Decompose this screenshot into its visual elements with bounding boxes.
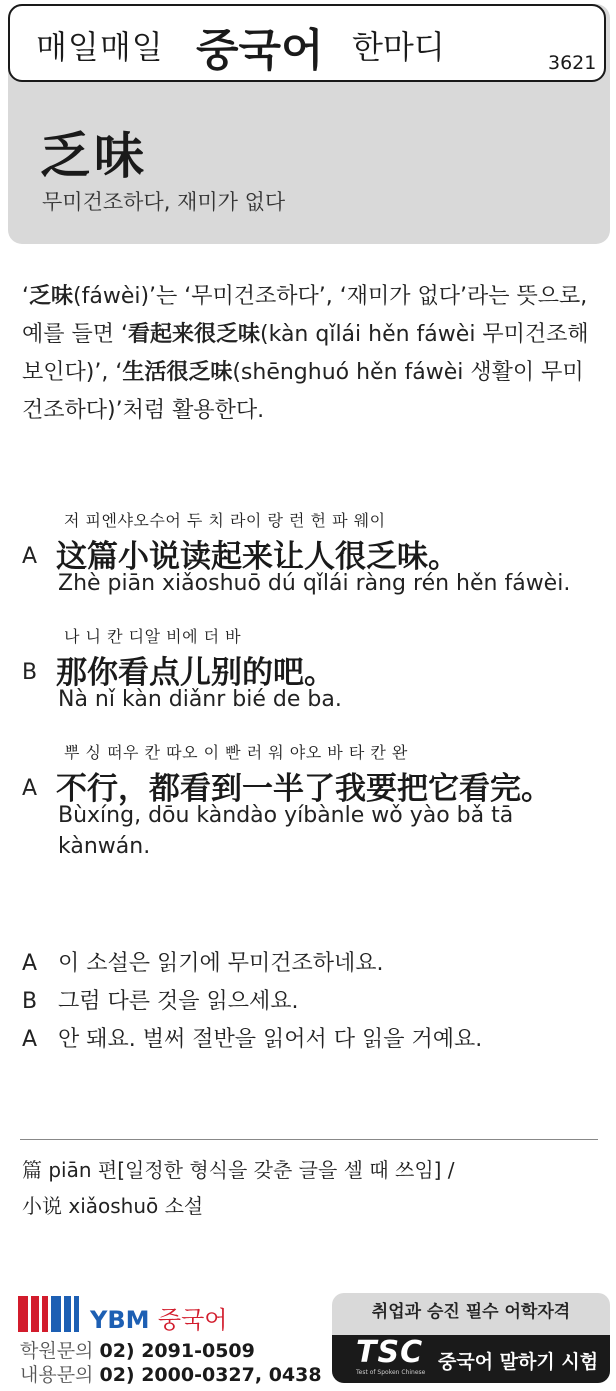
contact-label: 학원문의 <box>20 1340 94 1362</box>
pronunciation-guide: 저 피엔샤오수어 두 치 라이 랑 런 헌 파 웨이 <box>64 511 386 530</box>
series-main: 중국어 <box>196 25 324 76</box>
explanation-chinese: 生活很乏味 <box>122 360 233 385</box>
speaker-label: A <box>22 544 38 569</box>
explanation-text: (kàn qǐlái hěn fáwèi 무미건조해 보인다)’, ‘ <box>22 322 589 385</box>
ybm-brand <box>90 1300 227 1335</box>
speaker-label: A <box>22 776 38 801</box>
contact-row <box>20 1336 255 1363</box>
hanzi-keyword: 乏味 <box>366 539 428 575</box>
ybm-brand-en: YBM <box>90 1306 150 1334</box>
translation-speaker: A <box>22 1027 38 1052</box>
speaker-label: B <box>22 660 38 685</box>
contact-number: 02) 2000-0327, 0438 <box>99 1364 322 1386</box>
translation-text: 그럼 다른 것을 읽으세요. <box>58 989 299 1014</box>
translation-speaker: A <box>22 951 38 976</box>
dialogue-hanzi: 那你看点儿别的吧。 <box>56 655 335 691</box>
explanation-text: ‘ <box>22 284 29 309</box>
dialogue-pinyin: Nà nǐ kàn diǎnr bié de ba. <box>58 687 342 712</box>
translation-row <box>22 984 299 1015</box>
contact-number: 02) 2091-0509 <box>99 1340 255 1362</box>
explanation-paragraph <box>22 278 602 430</box>
tsc-banner <box>332 1335 610 1383</box>
vocab-entry: 篇 piān 편[일정한 형식을 갖춘 글을 셀 때 쓰임] / <box>22 1158 455 1182</box>
pronunciation-guide: 나 니 칸 디알 비에 더 바 <box>64 627 242 646</box>
contact-row <box>20 1360 322 1387</box>
tsc-logo-sub: Test of Spoken Chinese <box>356 1369 426 1376</box>
explanation-chinese: 看起来很乏味 <box>128 322 261 347</box>
dialogue-hanzi: 不行，都看到一半了我要把它看完。 <box>56 771 552 807</box>
explanation-chinese: 乏味 <box>29 284 74 309</box>
series-prefix: 매일매일 <box>36 28 164 66</box>
pronunciation-guide: 뿌 싱 떠우 칸 따오 이 빤 러 워 야오 바 타 칸 완 <box>64 743 408 762</box>
hanzi-main: 这篇小说读起来让人很 <box>56 539 366 575</box>
series-suffix: 한마디 <box>352 28 445 66</box>
translation-text: 안 돼요. 벌써 절반을 읽어서 다 읽을 거예요. <box>58 1027 483 1052</box>
explanation-text: (fáwèi)’는 ‘무미건조하다’, ‘재미가 없다’라는 뜻으로, 예를 들면 ‘ <box>22 284 588 347</box>
translation-row <box>22 946 384 977</box>
tsc-logo: TSC <box>356 1335 424 1370</box>
ybm-logo-icon <box>18 1296 82 1332</box>
headword-meaning: 무미건조하다, 재미가 없다 <box>42 190 286 214</box>
ybm-brand-ko: 중국어 <box>157 1306 228 1334</box>
issue-number: 3621 <box>548 52 597 74</box>
tsc-label: 중국어 말하기 시험 <box>438 1351 599 1373</box>
dialogue-pinyin: Zhè piān xiǎoshuō dú qǐlái ràng rén hěn fáwèi. <box>58 571 571 596</box>
tsc-tagline: 취업과 승진 필수 어학자격 <box>371 1302 571 1322</box>
vocab-entry: 小说 xiǎoshuō 소설 <box>22 1194 204 1218</box>
contact-label: 내용문의 <box>20 1364 94 1386</box>
tsc-ad-box <box>332 1293 610 1383</box>
dialogue-pinyin: Bùxíng, dōu kàndào yíbànle wǒ yào bǎ tā kànwán. <box>58 803 514 859</box>
translation-row <box>22 1022 482 1053</box>
translation-text: 이 소설은 읽기에 무미건조하네요. <box>58 951 384 976</box>
translation-speaker: B <box>22 989 38 1014</box>
explanation-text: (shēnghuó hěn fáwèi 생활이 무미건조하다)’처럼 활용한다. <box>22 360 584 423</box>
headword: 乏味 <box>40 127 148 185</box>
divider-line <box>20 1139 598 1140</box>
hanzi-end: 。 <box>428 539 459 575</box>
